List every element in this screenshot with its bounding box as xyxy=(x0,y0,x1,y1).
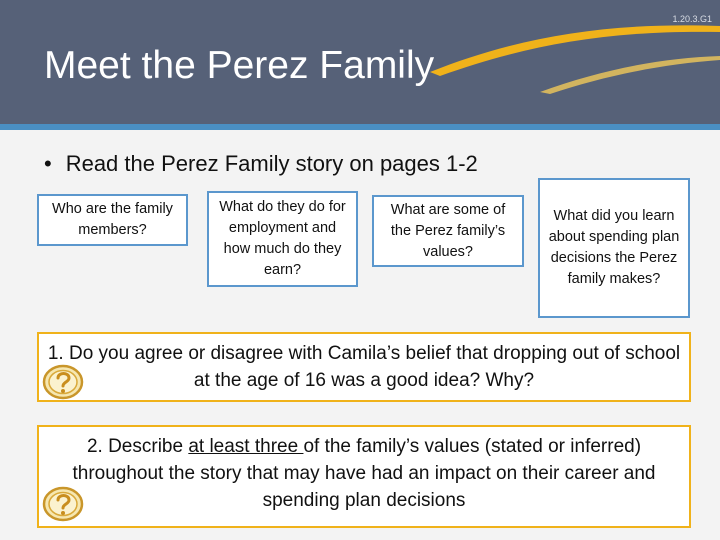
bullet-marker: • xyxy=(44,151,52,176)
header-divider xyxy=(0,124,720,130)
bullet-text: Read the Perez Family story on pages 1-2 xyxy=(65,151,478,176)
question-text: Who are the family members? xyxy=(52,201,173,238)
discussion-question-2 xyxy=(37,425,691,528)
question-box-values xyxy=(372,195,524,267)
question-box-family-members xyxy=(37,194,188,246)
question-text: What did you learn about spending plan decisions the Perez family makes? xyxy=(548,208,680,287)
question-text: What are some of the Perez family’s values? xyxy=(390,201,506,260)
question-box-spending-decisions xyxy=(538,178,690,318)
instruction-bullet xyxy=(44,151,478,177)
slide-id-label: 1.20.3.G1 xyxy=(672,14,712,24)
discussion-text-underlined: at least three xyxy=(188,436,304,457)
question-box-employment xyxy=(207,191,358,287)
discussion-text-end: of the family’s values (stated or inferred) throughout the story that may have had an impact on their career and spending plan decisions xyxy=(72,436,656,511)
question-mark-icon xyxy=(42,364,84,400)
discussion-text: 1. Do you agree or disagree with Camila’s belief that dropping out of school at the age of 16 was a good idea? Why? xyxy=(47,343,681,391)
slide-header xyxy=(0,0,720,124)
discussion-question-1 xyxy=(37,332,691,402)
question-text: What do they do for employment and how much do they earn? xyxy=(219,199,346,278)
question-mark-icon xyxy=(42,486,84,522)
slide-title: Meet the Perez Family xyxy=(44,44,435,87)
discussion-text-start: 2. Describe xyxy=(86,436,189,457)
